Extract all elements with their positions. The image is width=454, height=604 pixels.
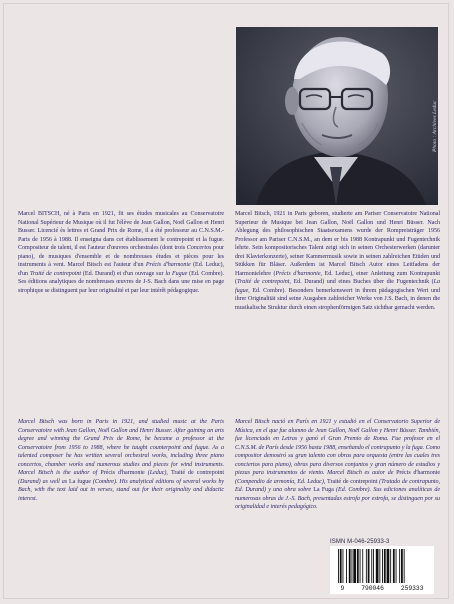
- biography-german: Marcel Bitsch, 1921 in Paris geboren, studierte am Pariser Conservatoire National Superieur de Musique bei Jean Gallon, Noël Gallon und Henri Büsser. Nach Ablegung des philosophischen Staatsexamens wurde der Rompreisträger 1956 Professor am Pariser C.N.S.M., an dem er bis 1988 Kontrapunkt und Fugentechnik lehrte. Sein kompositorisches Talent zeigt sich in seinen Orchesterwerken (darunter drei Klavierkonzerte), seiner Kammermusik sowie in seinen zahlreichen Etüden und Stükken für Bläser. Außerdem ist Marcel Bitsch Autor eines Leitfadens der Harmonielehre (Précis d'harmonie, Ed. Leduc), einer Anleitung zum Kontrapunkt (Traité de contrepoint, Ed. Durand) und eines Buches über die Fugentechnik (La fugue, Ed. Combre). Besonders bemerkenswert in ihrem pädagogischen Wert und ihrer Originalität sind seine Ausgaben zahlreicher Werke von J.S. Bach, in denen die musikalische Struktur durch einen strophenförmigen Satz sichtbar gemacht werden.: [235, 211, 440, 311]
- composer-photo: [236, 27, 438, 205]
- portrait-image: [236, 27, 438, 205]
- barcode-digit-group: 259333: [400, 585, 424, 592]
- biography-english: Marcel Bitsch was born in Paris in 1921, and studied music at the Paris Conservatoire with Jean Gallon, Noël Gallon and Henri Busser. After gaining an arts degree and winning the Grand Prix de Rome, he became a professor at the Conservatoire from 1956 to 1988, where he taught counterpoint and fugue. As a talented composer he has written several orchestral works, including three piano concertos, chamber works and numerous studies and pieces for wind instruments. Marcel Bitsch is the author of Précis d'harmonie (Leduc), Traité de contrepoint (Durand) as well as La fugue (Combre). His analytical editions of several works by Bach, with the text laid out in verses, stand out for their originality and didactic interest.: [18, 419, 224, 502]
- biography-spanish: Marcel Bitsch nació en París en 1921 y estudió en el Conservatorio Superior de Música, en el que fue alumno de Jean Gallon, Noël Gallon y Henri Büsser. También, fue licenciado en Letras y ganó el Gran Premio de Roma. Fue profesor en el C.N.S.M. de París desde 1956 hasta 1988, enseñando el contrapunto y la fuga. Como compositor demostró su gran talento con obras para orquesta (entre las cuales tres conciertos para piano), obras para diversos conjuntos y gran número de estudios y piezas para instrumentos de viento. Marcel Bitsch es autor de Précis d'harmonie (Compendio de armonía, Ed. Leduc), Traité de contrepoint (Tratado de contrapunto, Ed. Durand) y una obra sobre La Fuga (Ed. Combre). Sus ediciones analíticas de numerosas obras de J.-S. Bach, presentadas estrofa por estrofa, se distinguen por su originalidad e interés pedagógico.: [235, 419, 440, 510]
- photo-credit: Photo : Archives Leduc: [432, 100, 438, 152]
- biography-french: Marcel BITSCH, né à Paris en 1921, fit ses études musicales au Conservatoire National Supérieur de Musique où il fut l'élève de Jean Gallon, Noël Gallon et Henri Busser. Licencié ès lettres et Grand Prix de Rome, il a été professeur au C.N.S.M.-Paris de 1956 à 1988. Il enseigna dans cet établissement le contrepoint et la fugue. Compositeur de talent, il est l'auteur d'œuvres orchestrales (dont trois Concertos pour piano), de musiques d'ensemble et de nombreuses études et pièces pour les instruments à vent. Marcel Bitsch est l'auteur d'un Précis d'harmonie (Ed. Leduc), d'un Traité de contrepoint (Ed. Durand) et d'un ouvrage sur la Fugue (Ed. Combre). Ses éditions analytiques de nombreuses œuvres de J-S. Bach dans une mise en page strophique se distinguent par leur originalité et par leur intérêt pédagogique.: [18, 211, 225, 294]
- barcode-digits: [330, 585, 434, 592]
- ismn-code: ISMN M-046-25933-3: [330, 539, 390, 545]
- barcode-digit-group: 790046: [361, 585, 384, 592]
- barcode-bars: [330, 546, 434, 586]
- barcode: [330, 546, 434, 594]
- barcode-digit-group: 9: [340, 585, 345, 592]
